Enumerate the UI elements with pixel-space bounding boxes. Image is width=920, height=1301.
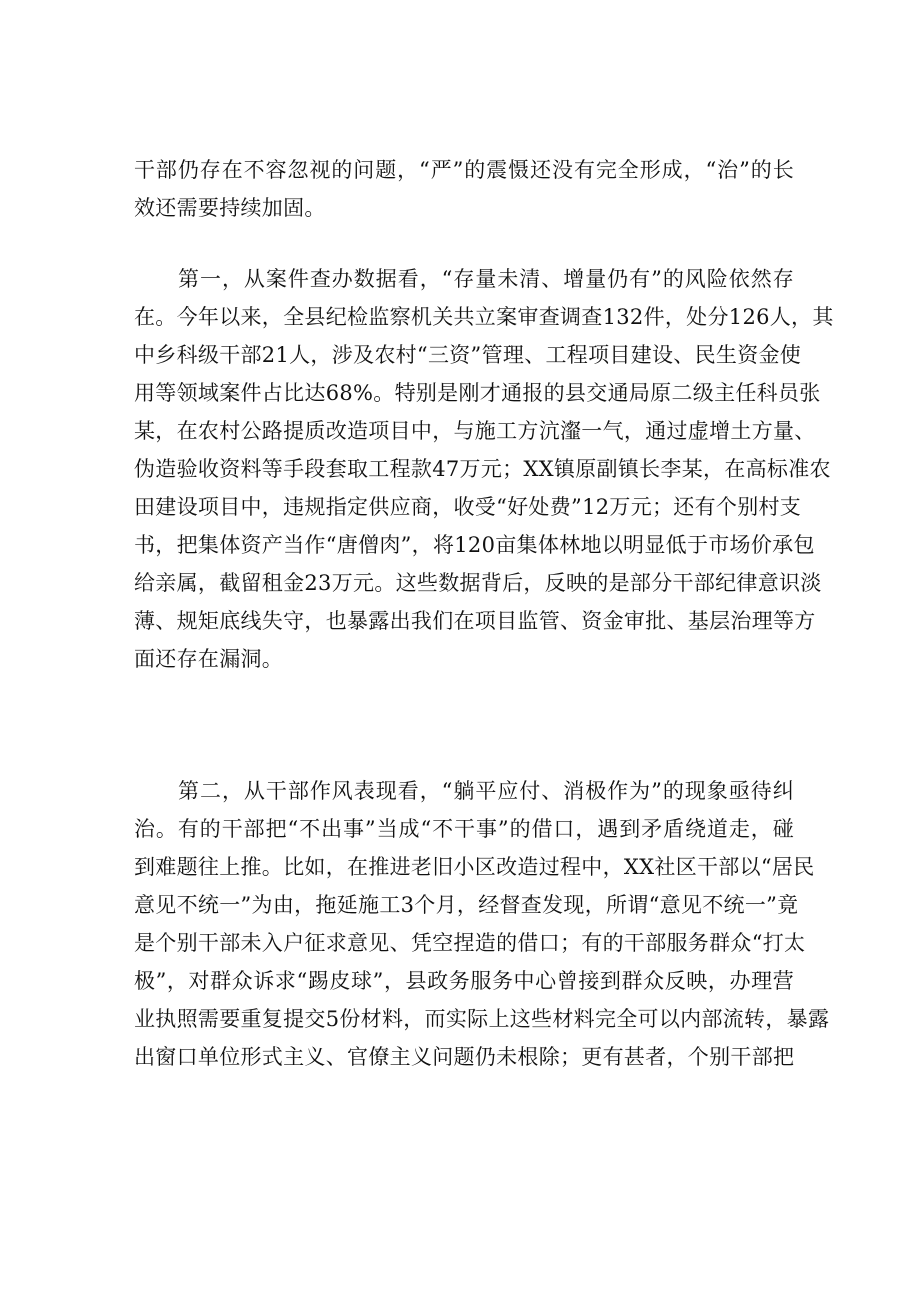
text-line: 中乡科级干部21人，涉及农村“三资”管理、工程项目建设、民生资金使 (134, 343, 802, 367)
text-line: 第二，从干部作风表现看，“躺平应付、消极作为”的现象亟待纠 (178, 779, 794, 803)
text-line: 面还存在漏洞。 (134, 647, 284, 671)
text-line: 薄、规矩底线失守，也暴露出我们在项目监管、资金审批、基层治理等方 (134, 609, 816, 633)
text-line: 是个别干部未入户征求意见、凭空捏造的借口；有的干部服务群众“打太 (134, 931, 806, 955)
text-line: 田建设项目中，违规指定供应商，收受“好处费”12万元；还有个别村支 (134, 495, 802, 519)
text-line: 用等领域案件占比达68%。特别是刚才通报的县交通局原二级主任科员张 (134, 381, 821, 405)
text-line: 出窗口单位形式主义、官僚主义问题仍未根除；更有甚者，个别干部把 (134, 1045, 795, 1069)
text-line: 在。今年以来，全县纪检监察机关共立案审查调查132件，处分126人，其 (134, 305, 834, 329)
text-line: 治。有的干部把“不出事”当成“不干事”的借口，遇到矛盾绕道走，碰 (134, 817, 794, 841)
text-line: 某，在农村公路提质改造项目中，与施工方沆瀣一气，通过虚增土方量、 (134, 419, 816, 443)
text-line: 意见不统一”为由，拖延施工3个月，经督查发现，所谓“意见不统一”竟 (134, 893, 799, 917)
text-line: 效还需要持续加固。 (134, 196, 326, 220)
text-line: 到难题往上推。比如，在推进老旧小区改造过程中，XX社区干部以“居民 (134, 855, 815, 879)
text-line: 伪造验收资料等手段套取工程款47万元；XX镇原副镇长李某，在高标准农 (134, 457, 831, 481)
paragraph-continuation (134, 151, 794, 227)
text-line: 干部仍存在不容忽视的问题，“严”的震慑还没有完全形成，“治”的长 (134, 158, 794, 182)
paragraph-cadre-style (134, 772, 830, 1076)
text-line: 书，把集体资产当作“唐僧肉”，将120亩集体林地以明显低于市场价承包 (134, 533, 815, 557)
text-line: 第一，从案件查办数据看，“存量未清、增量仍有”的风险依然存 (178, 267, 794, 291)
text-line: 给亲属，截留租金23万元。这些数据背后，反映的是部分干部纪律意识淡 (134, 571, 822, 595)
paragraph-case-data (134, 260, 834, 678)
text-line: 极”，对群众诉求“踢皮球”，县政务服务中心曾接到群众反映，办理营 (134, 969, 794, 993)
text-line: 业执照需要重复提交5份材料，而实际上这些材料完全可以内部流转，暴露 (134, 1007, 830, 1031)
